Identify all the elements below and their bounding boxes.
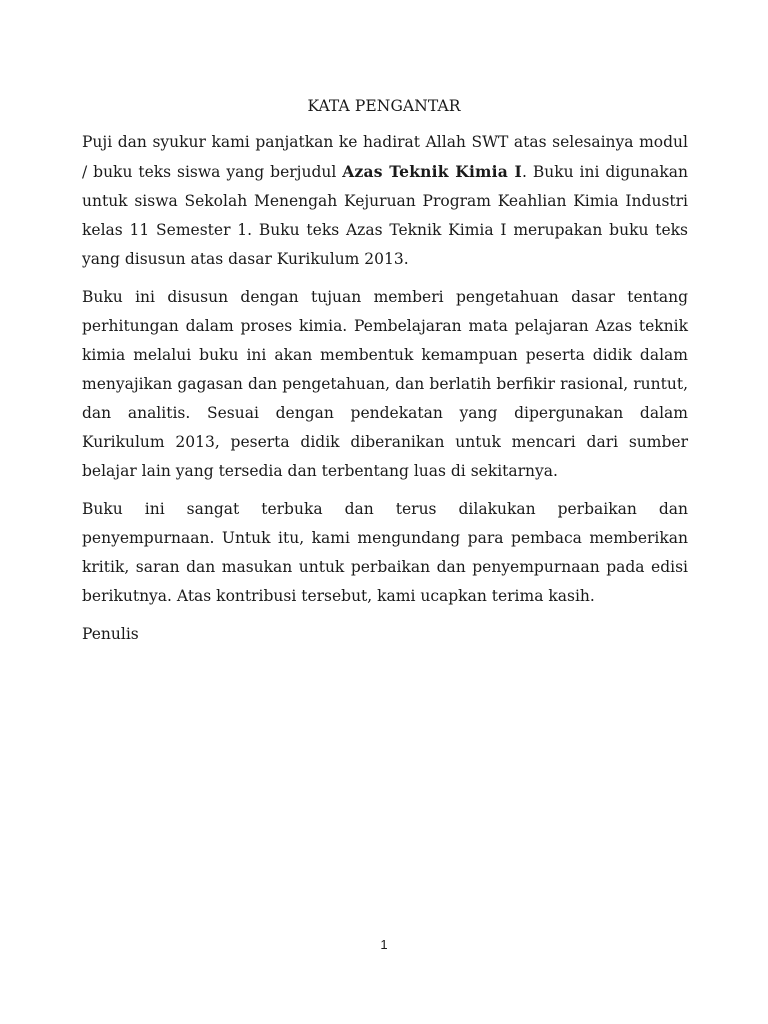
paragraph-3: Buku ini sangat terbuka dan terus dilakukan perbaikan dan penyempurnaan. Untuk itu, kami mengundang para pembaca memberikan kritik, saran dan masukan untuk perbaikan dan penyempurnaan pada edisi berikutnya. Atas kontribusi tersebut, kami ucapkan terima kasih. [82, 500, 688, 605]
signature: Penulis [82, 625, 139, 643]
paragraph-2: Buku ini disusun dengan tujuan memberi pengetahuan dasar tentang perhitungan dalam proses kimia. Pembelajaran mata pelajaran Azas teknik kimia melalui buku ini akan membentuk kemampuan peserta didik dalam menyajikan gagasan dan pengetahuan, dan berlatih berfikir rasional, runtut, dan analitis. Sesuai dengan pendekatan yang dipergunakan dalam Kurikulum 2013, peserta didik diberanikan untuk mencari dari sumber belajar lain yang tersedia dan terbentang luas di sekitarnya. [82, 288, 688, 480]
page-title: KATA PENGANTAR [307, 97, 461, 115]
page-number: 1 [380, 937, 388, 952]
paragraph-1-text-end: . Buku ini digunakan untuk siswa Sekolah Menengah Kejuruan Program Keahlian Kimia Industri kelas 11 Semester 1. Buku teks Azas Teknik Kimia I merupakan buku teks yang disusun atas dasar Kurikulum 2013. [82, 163, 688, 268]
paragraph-1-text-start: Puji dan syukur kami panjatkan ke hadirat Allah SWT atas selesainya modul / buku teks siswa yang berjudul [82, 133, 688, 181]
document-body [82, 128, 688, 649]
paragraph-1 [82, 128, 688, 274]
book-title-bold: Azas Teknik Kimia I [342, 162, 523, 181]
